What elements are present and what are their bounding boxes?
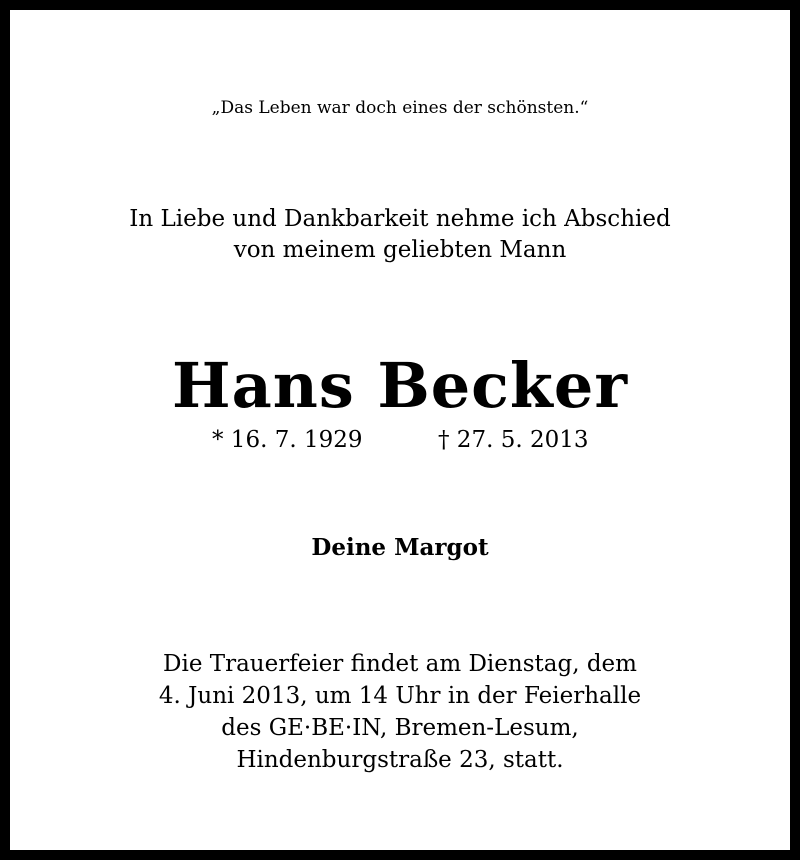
death-date: † 27. 5. 2013 <box>438 427 589 453</box>
funeral-line: Hindenburgstraße 23, statt. <box>236 747 564 773</box>
deceased-name: Hans Becker <box>172 349 628 422</box>
life-dates <box>0 424 800 456</box>
funeral-line: 4. Juni 2013, um 14 Uhr in der Feierhalle <box>158 683 642 709</box>
farewell-line: von meinem geliebten Mann <box>233 237 567 263</box>
signature: Deine Margot <box>311 534 489 561</box>
farewell-line: In Liebe und Dankbarkeit nehme ich Abschied <box>129 206 671 232</box>
funeral-line: des GE·BE·IN, Bremen-Lesum, <box>221 715 579 741</box>
funeral-details <box>10 648 790 776</box>
birth-date: * 16. 7. 1929 <box>212 427 363 453</box>
funeral-line: Die Trauerfeier findet am Dienstag, dem <box>163 651 637 677</box>
farewell-message <box>20 204 780 266</box>
quote-text: „Das Leben war doch eines der schönsten.“ <box>211 98 589 118</box>
